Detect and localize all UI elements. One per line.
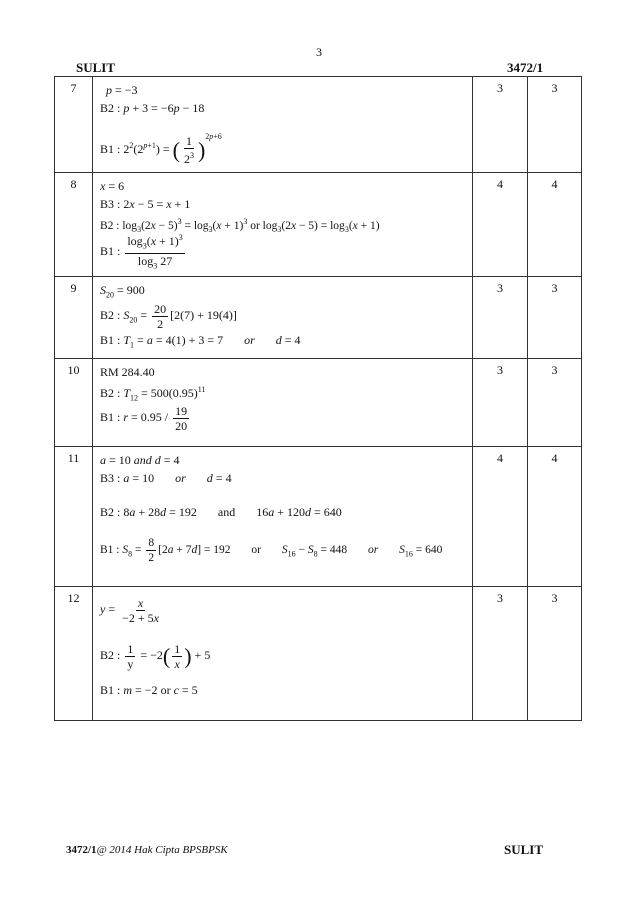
marks-total: 3 <box>528 77 582 173</box>
b1-step: B1 : $\frac{\log_3(x + 1)^3}{\log_3 27}$ <box>100 233 183 271</box>
b3-step: B3 : 2x − 5 = x + 1 <box>100 197 191 211</box>
b2-step: B2 : $T_{12} = 500(0.95)^{11}$ <box>100 385 206 403</box>
working-cell <box>93 587 473 721</box>
footer-copyright: 3472/1@ 2014 Hak Cipta BPSBPSK <box>66 844 228 856</box>
question-number: 8 <box>55 173 93 277</box>
b2-step: B2 : p + 3 = −6p − 18 <box>100 101 205 115</box>
header-classification: SULIT <box>76 60 116 75</box>
question-number: 10 <box>55 359 93 447</box>
b2-step: B2 : 8a + 28d = 192 and 16a + 120d = 640 <box>100 505 342 519</box>
b2-step: B2 : $\log_3(2x - 5)^3 = \log_3(x + 1)^3$ or $\log_3(2x - 5) = \log_3(x + 1)$ <box>100 217 380 235</box>
working-cell <box>93 173 473 277</box>
marks-sub: 3 <box>473 359 528 447</box>
table-row <box>55 447 582 587</box>
table-row <box>55 277 582 359</box>
b1-step: B1 : m = −2 or c = 5 <box>100 683 198 697</box>
b3-step: B3 : a = 10 or d = 4 <box>100 471 232 485</box>
answer: x = 6 <box>100 179 125 193</box>
b2-step: B2 : $S_{20}$ = $\frac{20}{2}$ [2(7) + 19(4)] <box>100 301 237 331</box>
working-cell <box>93 77 473 173</box>
marks-total: 3 <box>528 277 582 359</box>
question-number: 12 <box>55 587 93 721</box>
b1-step: B1 : $T_1 = a = 4(1) + 3 = 7$ or d = 4 <box>100 333 301 350</box>
b2-step: B2 : $\frac{1}{y}$ = −2( $\frac{1}{x}$ ) + 5 <box>100 641 211 671</box>
answer: y = $\frac{x}{-2 + 5x}$ <box>100 595 159 625</box>
table-row <box>55 359 582 447</box>
working-cell <box>93 359 473 447</box>
marks-total: 3 <box>528 359 582 447</box>
page-number: 3 <box>316 45 322 59</box>
marks-sub: 4 <box>473 447 528 587</box>
working-cell <box>93 277 473 359</box>
working-cell <box>93 447 473 587</box>
b1-step: B1 : r = 0.95 / $\frac{19}{20}$ <box>100 403 188 433</box>
answer: $S_{20} = 900$ <box>100 283 145 300</box>
marks-sub: 4 <box>473 173 528 277</box>
marks-total: 4 <box>528 173 582 277</box>
table-row <box>55 77 582 173</box>
table-row <box>55 173 582 277</box>
marking-scheme-table <box>54 76 582 721</box>
question-number: 11 <box>55 447 93 587</box>
answer: RM 284.40 <box>100 365 155 379</box>
answer: a = 10 and d = 4 <box>100 453 180 467</box>
header-paper-code: 3472/1 <box>507 60 544 75</box>
marks-total: 3 <box>528 587 582 721</box>
marks-sub: 3 <box>473 277 528 359</box>
marks-total: 4 <box>528 447 582 587</box>
b1-step: B1 : $S_8$ = $\frac{8}{2}$ [2a + 7d] = 192 or $S_{16} - S_8 = 448$ or $S_{16} = 640$ <box>100 536 443 564</box>
b1-step: B1 : $2^2(2^{p+1})$ = ( $\frac{1}{2^3}$ )$^{2p+6}$ <box>100 132 222 167</box>
marks-sub: 3 <box>473 587 528 721</box>
answer: p = −3 <box>106 83 138 97</box>
question-number: 7 <box>55 77 93 173</box>
marks-sub: 3 <box>473 77 528 173</box>
footer-classification: SULIT <box>504 842 544 857</box>
table-row <box>55 587 582 721</box>
question-number: 9 <box>55 277 93 359</box>
